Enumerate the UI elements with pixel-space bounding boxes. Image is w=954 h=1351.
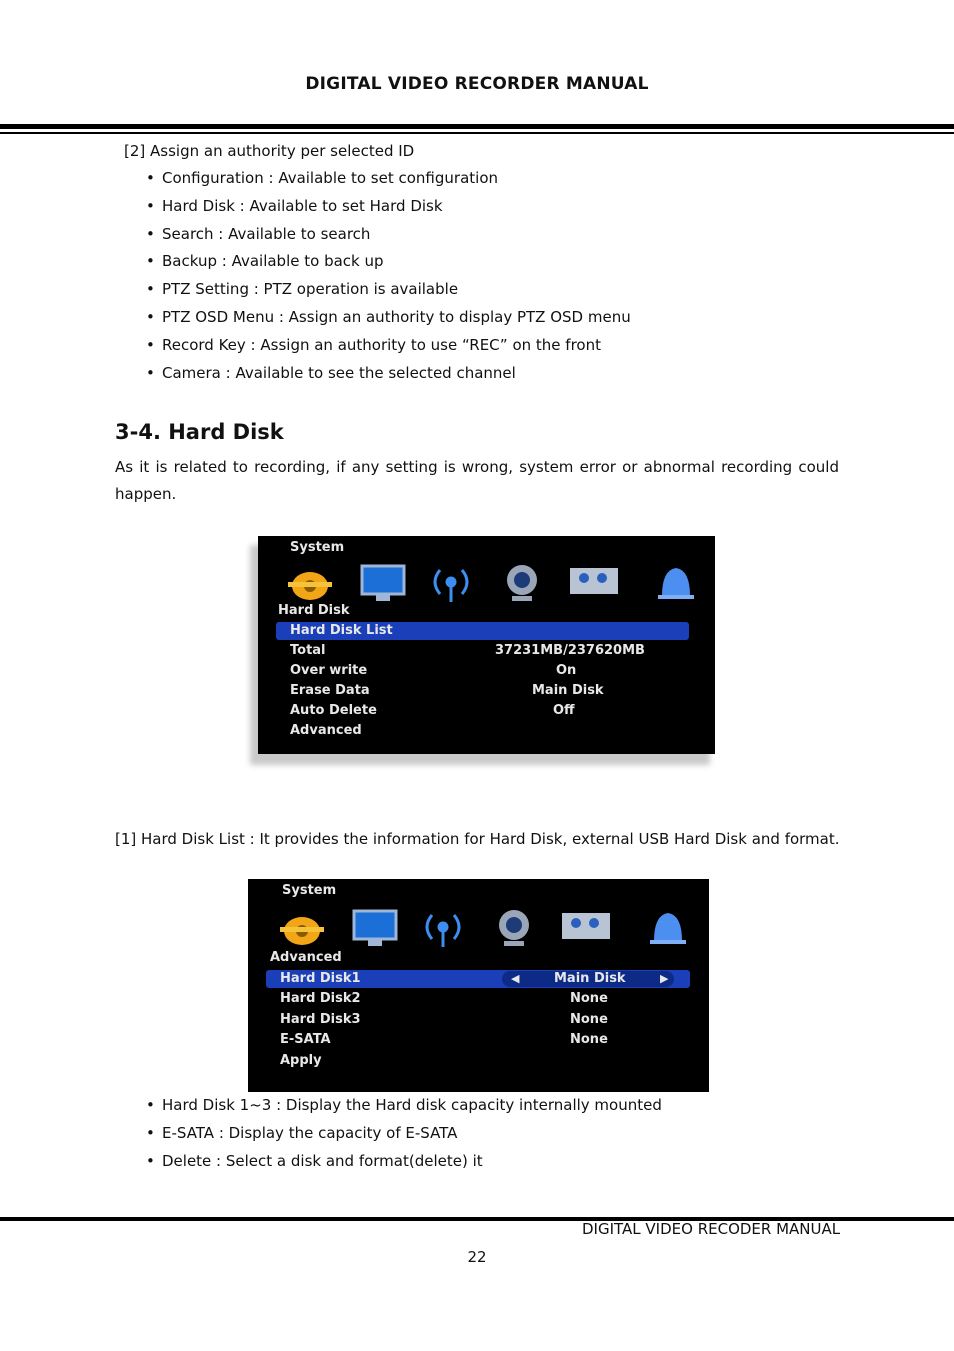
osd-row-label: Hard Disk1: [280, 971, 361, 986]
footer-text: DIGITAL VIDEO RECODER MANUAL: [582, 1220, 841, 1238]
osd-row-label: Erase Data: [290, 683, 370, 698]
list-item: • Camera : Available to see the selected channel: [146, 360, 631, 388]
list-item: • E-SATA : Display the capacity of E-SATA: [146, 1120, 662, 1148]
list-item: • Configuration : Available to set configuration: [146, 165, 631, 193]
osd-row-value: None: [570, 1032, 608, 1047]
osd-row-label: Hard Disk3: [280, 1012, 361, 1027]
list-item: • Hard Disk : Available to set Hard Disk: [146, 193, 631, 221]
osd-row-value: On: [556, 663, 577, 678]
osd-row[interactable]: [280, 969, 685, 989]
chevron-right-icon[interactable]: ▶: [660, 972, 669, 985]
osd-icon-bar: [284, 562, 694, 606]
bell-icon: [650, 913, 686, 944]
osd-row-label: Apply: [280, 1053, 322, 1068]
osd-row-label: E-SATA: [280, 1032, 331, 1047]
notes-list: [146, 1092, 662, 1175]
bell-icon: [658, 568, 694, 599]
camera-icon: [507, 565, 537, 601]
osd-row-label: Advanced: [290, 723, 362, 738]
osd-row[interactable]: [290, 721, 691, 741]
device-icon: [570, 568, 618, 594]
header-rule-thin: [0, 132, 954, 134]
osd-row-label: Auto Delete: [290, 703, 377, 718]
list-item: • Search : Available to search: [146, 221, 631, 249]
list-item: • PTZ Setting : PTZ operation is available: [146, 276, 631, 304]
osd-row[interactable]: [280, 1030, 685, 1050]
osd-row-value: 37231MB/237620MB: [495, 643, 645, 658]
osd-row-label: Hard Disk List: [290, 623, 393, 638]
gear-icon: [280, 917, 324, 945]
osd-row-value: Main Disk: [554, 971, 626, 986]
osd-menu-title: Advanced: [270, 950, 342, 965]
list-item: • Hard Disk 1~3 : Display the Hard disk capacity internally mounted: [146, 1092, 662, 1120]
page-number: 22: [467, 1248, 487, 1266]
osd-row[interactable]: [290, 641, 691, 661]
osd-row-label: Hard Disk2: [280, 991, 361, 1006]
list-item: • PTZ OSD Menu : Assign an authority to display PTZ OSD menu: [146, 304, 631, 332]
osd-row[interactable]: [290, 661, 691, 681]
camera-icon: [499, 910, 529, 946]
monitor-icon: [362, 566, 404, 601]
osd-menu-title: Hard Disk: [278, 603, 350, 618]
osd-icon-bar: [276, 907, 686, 951]
gear-icon: [288, 572, 332, 600]
osd-row-label: Over write: [290, 663, 368, 678]
osd-row[interactable]: [280, 989, 685, 1009]
osd-row[interactable]: [280, 1010, 685, 1030]
list-item: • Backup : Available to back up: [146, 248, 631, 276]
hard-disk-menu-screenshot: [258, 536, 715, 754]
network-icon: [427, 915, 459, 947]
authority-intro: [2] Assign an authority per selected ID: [124, 142, 415, 160]
document-header-title: DIGITAL VIDEO RECORDER MANUAL: [305, 74, 649, 94]
osd-row[interactable]: [290, 681, 691, 701]
authority-list: [146, 165, 631, 387]
chevron-left-icon[interactable]: ◀: [511, 972, 520, 985]
hard-disk-list-note: [1] Hard Disk List : It provides the information for Hard Disk, external USB Hard Disk and format.: [115, 830, 840, 848]
osd-title: System: [282, 883, 337, 898]
osd-row[interactable]: [290, 621, 691, 641]
osd-title: System: [290, 540, 345, 555]
osd-row-label: Total: [290, 643, 326, 658]
osd-row[interactable]: [280, 1051, 685, 1071]
osd-row-value: None: [570, 991, 608, 1006]
device-icon: [562, 913, 610, 939]
network-icon: [435, 570, 467, 602]
monitor-icon: [354, 911, 396, 946]
section-description: As it is related to recording, if any setting is wrong, system error or abnormal recording could happen.: [115, 458, 839, 503]
osd-row[interactable]: [290, 701, 691, 721]
list-item: • Delete : Select a disk and format(delete) it: [146, 1148, 662, 1176]
advanced-menu-screenshot: [248, 879, 709, 1092]
osd-row-value: Main Disk: [532, 683, 604, 698]
list-item: • Record Key : Assign an authority to use “REC” on the front: [146, 332, 631, 360]
osd-row-value: None: [570, 1012, 608, 1027]
osd-row-value: Off: [553, 703, 575, 718]
header-rule: [0, 124, 954, 129]
section-heading: 3-4. Hard Disk: [115, 420, 284, 444]
